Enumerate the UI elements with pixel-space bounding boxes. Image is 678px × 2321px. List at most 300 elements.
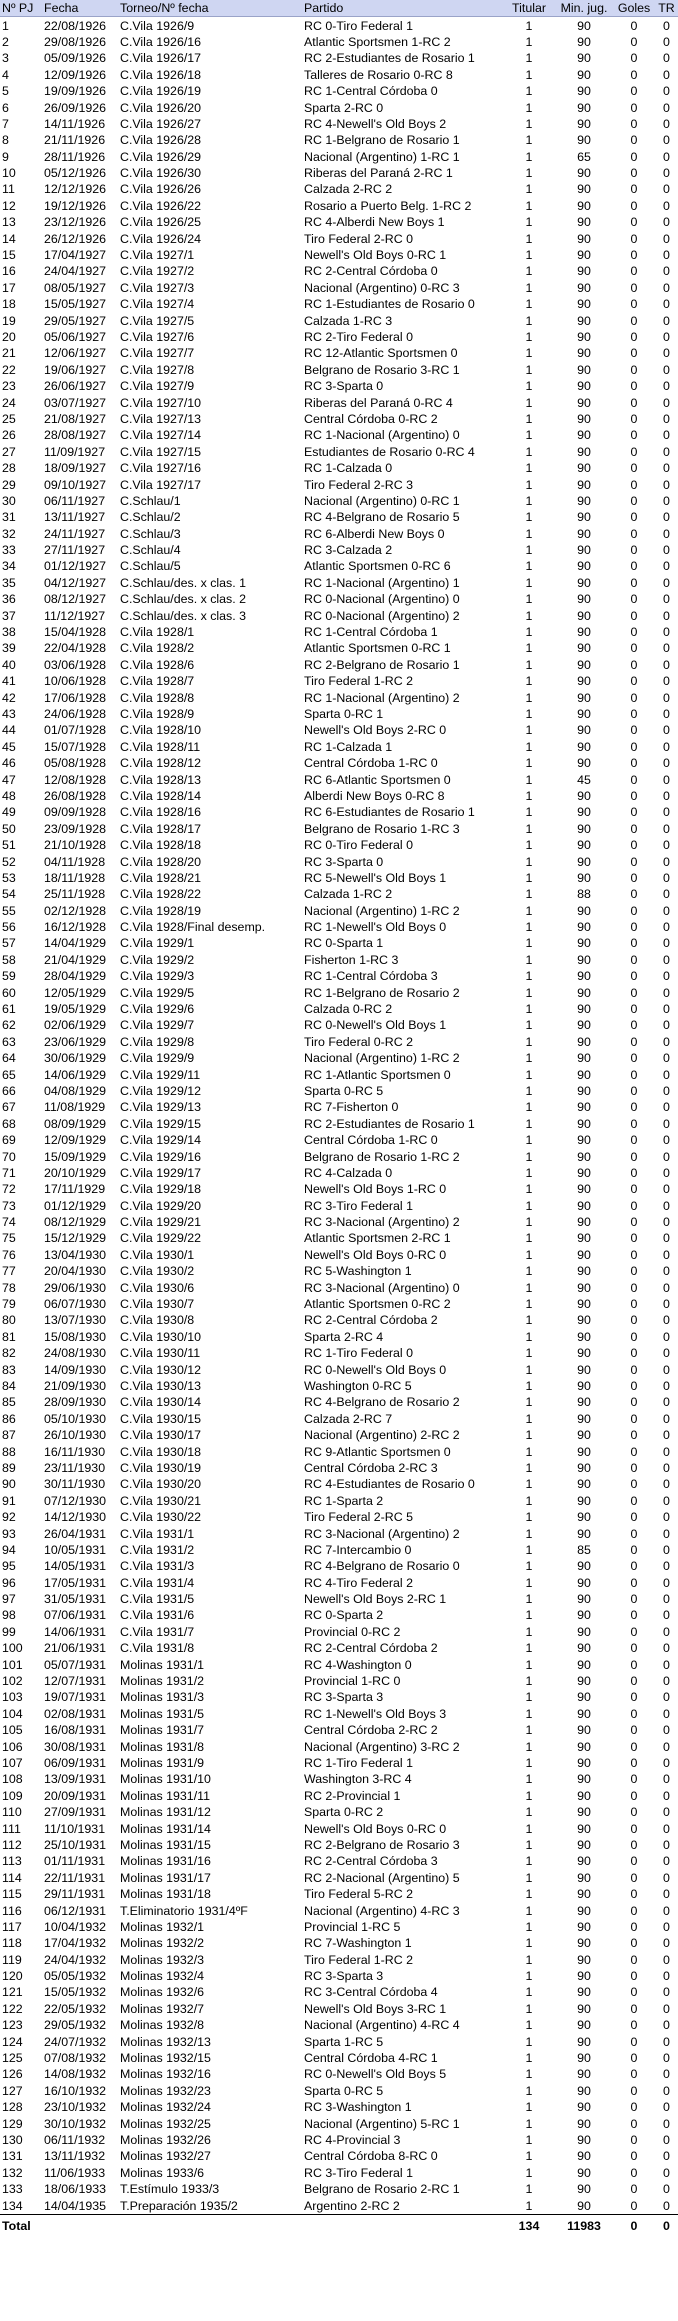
table-row (0, 1394, 678, 1410)
cell-tr: 0 (663, 1477, 670, 1492)
cell-fecha: 30/08/1931 (44, 1739, 107, 1754)
cell-titular: 1 (525, 1231, 533, 1246)
cell-goles: 0 (630, 608, 638, 623)
cell-partido: Atlantic Sportsmen 2-RC 1 (304, 1231, 451, 1246)
cell-partido: RC 0-Newell's Old Boys 1 (304, 1018, 447, 1033)
cell-fecha: 02/12/1928 (44, 903, 107, 918)
cell-pj: 101 (2, 1657, 23, 1672)
cell-partido: RC 2-Tiro Federal 0 (304, 330, 414, 344)
cell-titular: 1 (525, 1051, 533, 1066)
cell-titular: 1 (525, 936, 533, 951)
cell-goles: 0 (630, 2001, 638, 2016)
cell-fecha: 08/05/1927 (44, 280, 107, 295)
cell-minutos: 90 (577, 1837, 591, 1852)
cell-partido: Riberas del Paraná 2-RC 1 (304, 166, 453, 181)
cell-titular: 1 (525, 756, 533, 771)
cell-torneo: C.Vila 1929/9 (120, 1051, 195, 1066)
cell-torneo: C.Vila 1927/5 (120, 313, 195, 328)
cell-minutos: 90 (577, 674, 591, 689)
cell-titular: 1 (525, 1428, 533, 1443)
cell-minutos: 90 (577, 264, 591, 279)
cell-goles: 0 (630, 215, 638, 230)
cell-minutos: 90 (577, 756, 591, 771)
cell-titular: 1 (525, 1641, 533, 1656)
cell-fecha: 07/12/1930 (44, 1493, 107, 1508)
cell-minutos: 90 (577, 690, 591, 705)
cell-pj: 98 (2, 1608, 16, 1623)
cell-pj: 26 (2, 428, 16, 443)
cell-pj: 130 (2, 2132, 23, 2147)
table-row (0, 444, 678, 460)
table-row (0, 1624, 678, 1640)
cell-pj: 104 (2, 1706, 23, 1721)
cell-pj: 48 (2, 788, 16, 803)
table-row (0, 67, 678, 83)
cell-titular: 1 (525, 461, 533, 476)
cell-partido: Calzada 2-RC 7 (304, 1411, 393, 1426)
cell-titular: 1 (525, 231, 533, 246)
cell-titular: 1 (525, 1903, 533, 1918)
cell-pj: 90 (2, 1477, 16, 1492)
cell-minutos: 90 (577, 2132, 591, 2147)
cell-titular: 1 (525, 100, 533, 115)
table-row (0, 132, 678, 148)
cell-tr: 0 (663, 297, 670, 312)
cell-minutos: 90 (577, 1772, 591, 1787)
cell-pj: 41 (2, 674, 16, 689)
table-row (0, 1443, 678, 1459)
cell-fecha: 13/11/1932 (44, 2149, 106, 2164)
cell-minutos: 90 (577, 936, 591, 951)
cell-fecha: 14/06/1929 (44, 1067, 107, 1082)
cell-torneo: C.Vila 1928/10 (120, 723, 202, 738)
cell-partido: RC 4-Provincial 3 (304, 2132, 401, 2147)
cell-titular: 1 (525, 198, 533, 213)
cell-fecha: 14/09/1930 (44, 1362, 107, 1377)
cell-minutos: 90 (577, 1264, 591, 1279)
cell-pj: 8 (2, 133, 9, 148)
table-row (0, 624, 678, 640)
cell-minutos: 90 (577, 133, 591, 148)
cell-fecha: 29/11/1931 (44, 1887, 106, 1902)
table-row (0, 1263, 678, 1279)
cell-titular: 1 (525, 1559, 533, 1574)
cell-torneo: C.Vila 1929/14 (120, 1133, 202, 1148)
cell-pj: 1 (2, 18, 9, 33)
cell-minutos: 90 (577, 2149, 591, 2164)
table-row (0, 542, 678, 558)
cell-tr: 0 (663, 84, 670, 99)
cell-partido: Tiro Federal 0-RC 2 (304, 1034, 414, 1049)
table-row (0, 1951, 678, 1967)
cell-tr: 0 (663, 1329, 670, 1344)
cell-fecha: 16/11/1930 (44, 1444, 106, 1459)
cell-partido: Central Córdoba 2-RC 3 (304, 1460, 438, 1475)
cell-partido: RC 3-Tiro Federal 1 (304, 2165, 414, 2180)
cell-pj: 73 (2, 1198, 16, 1213)
cell-titular: 1 (525, 1706, 533, 1721)
cell-minutos: 90 (577, 657, 591, 672)
cell-partido: RC 4-Tiro Federal 2 (304, 1575, 414, 1590)
cell-partido: Central Córdoba 1-RC 0 (304, 1133, 438, 1148)
cell-torneo: Molinas 1931/2 (120, 1674, 205, 1689)
cell-pj: 89 (2, 1460, 16, 1475)
cell-partido: RC 4-Belgrano de Rosario 0 (304, 1559, 460, 1574)
cell-pj: 74 (2, 1215, 16, 1230)
cell-goles: 0 (630, 411, 638, 426)
cell-titular: 1 (525, 1821, 533, 1836)
cell-goles: 0 (630, 920, 638, 935)
cell-fecha: 28/11/1926 (44, 149, 106, 164)
cell-minutos: 90 (577, 461, 591, 476)
cell-tr: 0 (663, 1247, 670, 1262)
cell-torneo: C.Vila 1928/19 (120, 903, 202, 918)
cell-pj: 108 (2, 1772, 23, 1787)
cell-partido: Talleres de Rosario 0-RC 8 (304, 67, 453, 82)
cell-titular: 1 (525, 2132, 533, 2147)
cell-fecha: 23/10/1932 (44, 2100, 107, 2115)
cell-partido: Atlantic Sportsmen 0-RC 6 (304, 559, 451, 574)
cell-fecha: 10/06/1928 (44, 674, 107, 689)
cell-goles: 0 (630, 641, 638, 656)
cell-pj: 46 (2, 756, 16, 771)
cell-fecha: 04/11/1928 (44, 854, 106, 869)
cell-partido: RC 6-Estudiantes de Rosario 1 (304, 805, 475, 820)
cell-goles: 0 (630, 493, 638, 508)
cell-partido: Estudiantes de Rosario 0-RC 4 (304, 444, 475, 459)
cell-fecha: 05/05/1932 (44, 1969, 107, 1984)
table-row (0, 2099, 678, 2115)
cell-torneo: C.Vila 1929/18 (120, 1182, 202, 1197)
cell-fecha: 05/06/1927 (44, 330, 107, 344)
cell-tr: 0 (663, 1674, 670, 1689)
cell-minutos: 90 (577, 1641, 591, 1656)
cell-torneo: Molinas 1932/27 (120, 2149, 211, 2164)
cell-titular: 1 (525, 543, 533, 558)
cell-partido: RC 1-Nacional (Argentino) 0 (304, 428, 460, 443)
cell-partido: RC 5-Newell's Old Boys 1 (304, 870, 447, 885)
cell-torneo: C.Vila 1931/6 (120, 1608, 195, 1623)
table-row (0, 427, 678, 443)
cell-minutos: 90 (577, 969, 591, 984)
cell-goles: 0 (630, 657, 638, 672)
cell-partido: RC 5-Washington 1 (304, 1264, 412, 1279)
cell-pj: 47 (2, 772, 16, 787)
table-row (0, 1493, 678, 1509)
cell-fecha: 28/09/1930 (44, 1395, 107, 1410)
cell-goles: 0 (630, 1264, 638, 1279)
cell-titular: 1 (525, 51, 533, 66)
cell-titular: 1 (525, 690, 533, 705)
cell-fecha: 21/08/1927 (44, 411, 107, 426)
table-row (0, 1361, 678, 1377)
cell-tr: 0 (663, 1887, 670, 1902)
cell-partido: Sparta 0-RC 5 (304, 1083, 384, 1098)
cell-torneo: C.Vila 1930/18 (120, 1444, 202, 1459)
cell-goles: 0 (630, 1854, 638, 1869)
cell-tr: 0 (663, 559, 670, 574)
table-row (0, 706, 678, 722)
cell-pj: 65 (2, 1067, 16, 1082)
cell-torneo: C.Vila 1926/24 (120, 231, 202, 246)
cell-fecha: 12/07/1931 (44, 1674, 107, 1689)
table-row (0, 788, 678, 804)
cell-tr: 0 (663, 2182, 670, 2197)
cell-torneo: C.Vila 1929/13 (120, 1100, 202, 1115)
cell-goles: 0 (630, 1772, 638, 1787)
cell-goles: 0 (630, 1034, 638, 1049)
cell-titular: 1 (525, 1510, 533, 1525)
cell-minutos: 90 (577, 2083, 591, 2098)
cell-partido: RC 1-Calzada 1 (304, 739, 393, 754)
cell-torneo: C.Vila 1927/16 (120, 461, 202, 476)
cell-pj: 31 (2, 510, 16, 525)
cell-titular: 1 (525, 657, 533, 672)
cell-tr: 0 (663, 772, 670, 787)
header-pj: Nº PJ (0, 0, 42, 17)
cell-titular: 1 (525, 215, 533, 230)
table-row (0, 1148, 678, 1164)
cell-tr: 0 (663, 1362, 670, 1377)
cell-minutos: 90 (577, 2001, 591, 2016)
cell-minutos: 90 (577, 2051, 591, 2066)
cell-fecha: 14/12/1930 (44, 1510, 107, 1525)
cell-pj: 100 (2, 1641, 23, 1656)
table-row (0, 198, 678, 214)
cell-pj: 120 (2, 1969, 23, 1984)
cell-tr: 0 (663, 166, 670, 181)
cell-titular: 1 (525, 969, 533, 984)
table-row (0, 1542, 678, 1558)
cell-tr: 0 (663, 1395, 670, 1410)
cell-titular: 1 (525, 854, 533, 869)
cell-partido: Provincial 1-RC 0 (304, 1674, 401, 1689)
cell-tr: 0 (663, 182, 670, 197)
table-row (0, 493, 678, 509)
table-row (0, 902, 678, 918)
cell-partido: Fisherton 1-RC 3 (304, 952, 399, 967)
table-row (0, 821, 678, 837)
cell-partido: RC 4-Washington 0 (304, 1657, 412, 1672)
cell-minutos: 90 (577, 1083, 591, 1098)
cell-torneo: C.Vila 1929/15 (120, 1116, 202, 1131)
cell-fecha: 05/09/1926 (44, 51, 107, 66)
cell-pj: 91 (2, 1493, 16, 1508)
table-row (0, 1788, 678, 1804)
cell-torneo: C.Vila 1929/3 (120, 969, 195, 984)
cell-goles: 0 (630, 1002, 638, 1017)
cell-partido: RC 1-Calzada 0 (304, 461, 393, 476)
total-goles: 0 (613, 2214, 653, 2237)
cell-titular: 1 (525, 493, 533, 508)
cell-titular: 1 (525, 1526, 533, 1541)
cell-minutos: 90 (577, 1969, 591, 1984)
table-row (0, 1214, 678, 1230)
cell-titular: 1 (525, 952, 533, 967)
cell-tr: 0 (663, 1575, 670, 1590)
cell-fecha: 14/04/1935 (44, 2198, 107, 2213)
cell-minutos: 90 (577, 1592, 591, 1607)
cell-pj: 95 (2, 1559, 16, 1574)
cell-pj: 53 (2, 870, 16, 885)
cell-minutos: 90 (577, 1739, 591, 1754)
table-row (0, 1181, 678, 1197)
cell-fecha: 20/10/1929 (44, 1165, 107, 1180)
cell-partido: RC 3-Nacional (Argentino) 2 (304, 1215, 460, 1230)
cell-titular: 1 (525, 1215, 533, 1230)
cell-partido: RC 9-Atlantic Sportsmen 0 (304, 1444, 451, 1459)
cell-tr: 0 (663, 116, 670, 131)
cell-tr: 0 (663, 1002, 670, 1017)
cell-torneo: C.Vila 1930/10 (120, 1329, 202, 1344)
cell-fecha: 14/04/1929 (44, 936, 107, 951)
cell-pj: 131 (2, 2149, 23, 2164)
cell-pj: 56 (2, 920, 16, 935)
cell-goles: 0 (630, 2067, 638, 2082)
cell-goles: 0 (630, 1149, 638, 1164)
cell-torneo: C.Vila 1930/12 (120, 1362, 202, 1377)
cell-tr: 0 (663, 231, 670, 246)
table-row (0, 312, 678, 328)
cell-partido: Nacional (Argentino) 1-RC 1 (304, 149, 460, 164)
cell-partido: RC 0-Nacional (Argentino) 2 (304, 608, 460, 623)
table-row (0, 689, 678, 705)
table-row (0, 2165, 678, 2181)
cell-minutos: 90 (577, 1215, 591, 1230)
cell-torneo: C.Vila 1928/18 (120, 838, 202, 853)
cell-fecha: 05/12/1926 (44, 166, 107, 181)
cell-pj: 36 (2, 592, 16, 607)
cell-partido: RC 4-Belgrano de Rosario 5 (304, 510, 460, 525)
table-row (0, 2017, 678, 2033)
cell-minutos: 90 (577, 346, 591, 361)
cell-pj: 64 (2, 1051, 16, 1066)
cell-fecha: 21/09/1930 (44, 1379, 107, 1393)
cell-partido: RC 1-Tiro Federal 1 (304, 1755, 414, 1770)
cell-tr: 0 (663, 936, 670, 951)
cell-tr: 0 (663, 887, 670, 902)
cell-torneo: Molinas 1931/8 (120, 1739, 205, 1754)
cell-partido: RC 2-Central Córdoba 2 (304, 1641, 438, 1656)
cell-partido: RC 6-Alberdi New Boys 0 (304, 526, 445, 541)
cell-tr: 0 (663, 625, 670, 640)
cell-pj: 10 (2, 166, 16, 181)
cell-goles: 0 (630, 1215, 638, 1230)
cell-minutos: 90 (577, 1182, 591, 1197)
cell-minutos: 90 (577, 1165, 591, 1180)
cell-minutos: 90 (577, 1116, 591, 1131)
cell-fecha: 23/12/1926 (44, 215, 107, 230)
cell-tr: 0 (663, 1608, 670, 1623)
cell-minutos: 90 (577, 1297, 591, 1312)
cell-minutos: 90 (577, 559, 591, 574)
cell-titular: 1 (525, 264, 533, 279)
cell-goles: 0 (630, 18, 638, 33)
cell-torneo: C.Vila 1928/9 (120, 706, 195, 721)
cell-titular: 1 (525, 1657, 533, 1672)
cell-tr: 0 (663, 133, 670, 148)
cell-minutos: 90 (577, 379, 591, 394)
cell-partido: Nacional (Argentino) 1-RC 2 (304, 903, 460, 918)
table-row (0, 1230, 678, 1246)
table-row (0, 2001, 678, 2017)
cell-torneo: C.Vila 1926/27 (120, 116, 202, 131)
cell-fecha: 21/06/1931 (44, 1641, 107, 1656)
cell-minutos: 90 (577, 1493, 591, 1508)
cell-pj: 15 (2, 248, 16, 263)
cell-pj: 107 (2, 1755, 23, 1770)
cell-partido: Tiro Federal 5-RC 2 (304, 1887, 414, 1902)
cell-pj: 30 (2, 493, 16, 508)
cell-titular: 1 (525, 280, 533, 295)
cell-titular: 1 (525, 1411, 533, 1426)
table-row (0, 1378, 678, 1394)
cell-torneo: C.Vila 1928/1 (120, 625, 195, 640)
cell-minutos: 90 (577, 1936, 591, 1951)
cell-minutos: 90 (577, 526, 591, 541)
cell-minutos: 90 (577, 788, 591, 803)
table-row (0, 1820, 678, 1836)
cell-titular: 1 (525, 1133, 533, 1148)
cell-minutos: 90 (577, 870, 591, 885)
cell-goles: 0 (630, 1477, 638, 1492)
cell-tr: 0 (663, 477, 670, 492)
cell-pj: 102 (2, 1674, 23, 1689)
cell-torneo: Molinas 1932/23 (120, 2083, 211, 2098)
cell-tr: 0 (663, 821, 670, 836)
cell-partido: Washington 0-RC 5 (304, 1379, 412, 1393)
cell-pj: 116 (2, 1903, 22, 1918)
cell-minutos: 90 (577, 1887, 591, 1902)
cell-partido: RC 2-Provincial 1 (304, 1788, 401, 1803)
cell-goles: 0 (630, 821, 638, 836)
cell-minutos: 90 (577, 1231, 591, 1246)
cell-minutos: 90 (577, 1805, 591, 1820)
cell-pj: 7 (2, 116, 9, 131)
cell-partido: RC 4-Calzada 0 (304, 1165, 393, 1180)
cell-partido: RC 0-Tiro Federal 0 (304, 838, 414, 853)
cell-titular: 1 (525, 34, 533, 49)
cell-tr: 0 (663, 1165, 670, 1180)
cell-pj: 44 (2, 723, 16, 738)
cell-fecha: 04/12/1927 (44, 575, 107, 590)
cell-titular: 1 (525, 1280, 533, 1295)
cell-partido: Belgrano de Rosario 3-RC 1 (304, 362, 460, 377)
cell-partido: Sparta 0-RC 2 (304, 1805, 384, 1820)
cell-tr: 0 (663, 1280, 670, 1295)
cell-tr: 0 (663, 2149, 670, 2164)
cell-titular: 1 (525, 1395, 533, 1410)
cell-torneo: C.Vila 1930/15 (120, 1411, 202, 1426)
cell-goles: 0 (630, 1755, 638, 1770)
table-row (0, 2197, 678, 2214)
table-row (0, 1476, 678, 1492)
cell-goles: 0 (630, 1542, 638, 1557)
cell-fecha: 15/07/1928 (44, 739, 107, 754)
cell-pj: 72 (2, 1182, 16, 1197)
table-row (0, 1886, 678, 1902)
cell-torneo: C.Vila 1929/8 (120, 1034, 195, 1049)
cell-minutos: 90 (577, 100, 591, 115)
table-row (0, 99, 678, 115)
cell-partido: RC 1-Estudiantes de Rosario 0 (304, 297, 475, 312)
table-row (0, 247, 678, 263)
cell-titular: 1 (525, 330, 533, 344)
cell-goles: 0 (630, 1969, 638, 1984)
cell-minutos: 90 (577, 395, 591, 410)
cell-tr: 0 (663, 198, 670, 213)
cell-torneo: Molinas 1932/8 (120, 2018, 205, 2033)
